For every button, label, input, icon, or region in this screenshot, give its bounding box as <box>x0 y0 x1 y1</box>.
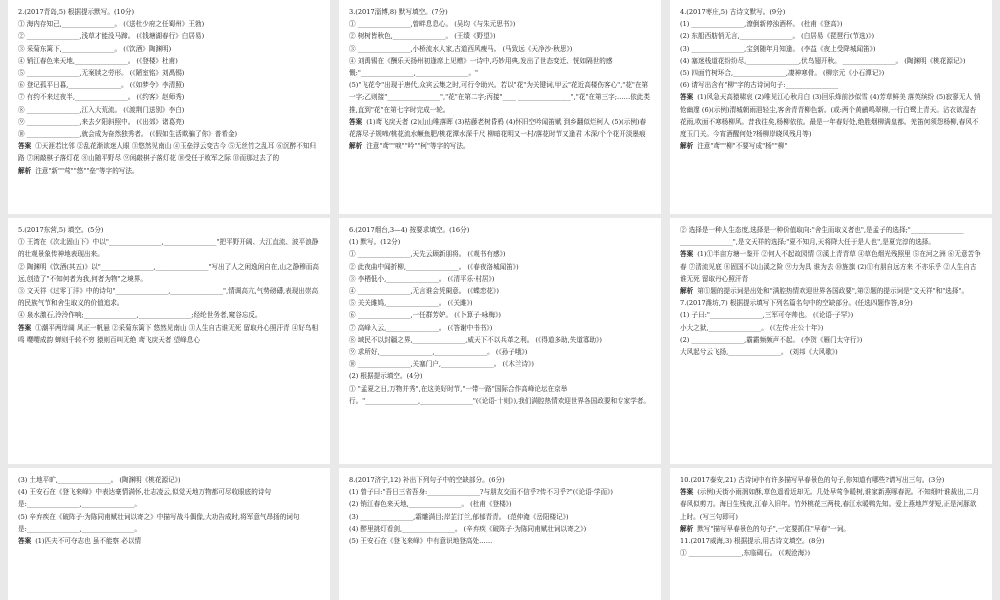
text-line <box>18 91 320 103</box>
text-line <box>18 236 320 260</box>
line-text: ① ________________,天先云顾新朋将。 (《观书有感》) <box>349 250 506 259</box>
line-text: ④ 刘禹锡在《酬乐天扬州初逢席上见赠》一诗中,巧妙用典,发出了世态变迁、恍如隔世的感慨:"________________,________________。" <box>349 56 613 78</box>
line-text: ⑤ 关关雎鸠,________________。 (《关雎》) <box>349 299 473 308</box>
line-text: (4) 王安石在《登飞来峰》中表达豪情满怀,壮志凌云,似觉天地万物都可尽收眼底的诗句是:________________,________________。 <box>18 488 272 509</box>
line-text: ⑤ ________________,无案牍之劳形。 (《陋室铭》刘禹锡) <box>18 69 185 78</box>
text-line <box>680 523 982 535</box>
text-line <box>349 140 651 152</box>
document-page <box>670 0 992 214</box>
line-text: ① 王湾在《次北固山下》中以"________________,________________"把平野开阔、大江直流、波平浪静的壮观景象传神地表现出来。 <box>18 238 319 259</box>
line-text: (1) 默写。(12分) <box>349 238 401 247</box>
answer-label: 答案 <box>680 250 694 259</box>
line-text: ③ ________________,小桥流水人家,古道西风瘦马。 (马致远《天净沙·秋思》) <box>349 44 573 53</box>
text-line <box>680 224 982 248</box>
analysis-label: 解析 <box>680 287 694 296</box>
line-text: (6) 请写出含有"柳"字的古诗词句子:________________ <box>680 81 839 90</box>
line-text: 10.(2017泰安,21) 古诗词中有许多描写早春景色的句子,你知道有哪些?请写出三句。(3分) <box>680 476 945 484</box>
line-text: (3) 土地平旷,________________。 (陶渊明《桃花源记》) <box>18 476 181 484</box>
line-text: ② 选择是一种人生态度,选择是一种价值取向:"舍生而取义者也",是孟子的选择;"________________ ________________",是文天祥的选择;"夏不知月,天将降大任于是人也",是夏完淳的选择。 <box>680 226 964 247</box>
line-text: ③ 采菊东篱下,________________。 (《饮酒》陶渊明) <box>18 44 172 53</box>
analysis-label: 解析 <box>680 524 694 533</box>
line-text: ⑩ ________________,就会成为奋然独秀者。 (《假如生活欺骗了你》普希金) <box>18 130 238 139</box>
text-line <box>349 535 651 547</box>
line-text: ① ________________,曾畔息息心。 (吴均《与朱元思书》) <box>349 20 516 29</box>
text-line <box>349 322 651 334</box>
line-text: 注意"鸢""唳""吟""柯"等字的写法。 <box>366 142 470 151</box>
line-text: ④ ________________,无言谁会凭阑意。 (《蝶恋花》) <box>349 287 499 296</box>
text-line <box>349 309 651 321</box>
line-text: 6.(2017烟台,3—4) 按要求填空。(16分) <box>349 226 470 234</box>
text-line <box>680 55 982 67</box>
text-line <box>349 523 651 535</box>
text-line <box>680 30 982 42</box>
line-text: (2) 东船西舫悄无言,________________。 (白居易《琵琶行(节选)》) <box>680 32 875 41</box>
line-text: 注意"鸢""柳"不要写成"杨""柳" <box>697 142 788 151</box>
text-line <box>18 116 320 128</box>
line-text: (4) 塞迷栈道花纷纷尽,________________,伏鸟翅开秋。 ________________。 (陶渊明《桃花源记》) <box>680 56 966 65</box>
line-text: (1) 子曰:"________________,三军可夺帅也。 (《论语·子罕》) <box>680 311 854 320</box>
text-line <box>680 140 982 152</box>
text-line <box>349 511 651 523</box>
line-text: 注意"新""莺""悠""垒"等字的写法。 <box>35 166 139 175</box>
text-line <box>18 79 320 91</box>
text-line <box>18 104 320 116</box>
text-line <box>349 486 651 498</box>
line-text: (2) 销江春色来天地,________________。 (杜甫《登楼》) <box>349 500 512 509</box>
text-line <box>680 6 982 18</box>
text-line <box>680 248 982 285</box>
document-page <box>8 218 330 464</box>
line-text: ② 此夜曲中闻折柳,________________。 (《春夜洛城闻笛》) <box>349 262 519 271</box>
text-line <box>18 140 320 164</box>
document-page <box>8 0 330 214</box>
text-line <box>680 18 982 30</box>
line-text: 8.(2017济宁,12) 补出下列句子中的空缺部分。(6分) <box>349 476 505 484</box>
line-text: (3) ________________,霜雕满目;岸芷汀兰,郁郁青青。 (范仲淹《岳阳楼记》) <box>349 512 569 521</box>
line-text: ⑥ 登记孤平日暮,________________。 (《如梦令》李清照) <box>18 81 185 90</box>
document-page <box>670 218 992 464</box>
text-line <box>349 474 651 486</box>
line-text: (5) 四面竹树环合,________________,凄神寒骨。 (柳宗元《小石潭记》) <box>680 69 885 78</box>
line-text: ③ 李栖低小,________________。 (《清平乐·村居》) <box>349 274 495 283</box>
line-text: (5)"飞花令"出现于唐代,众宾云集之时,可行令助兴。若以"花"为关键词,甲云"花近高楼伤客心","花"在第一字;乙则接"________________","花"在第二字;丙接"____ ________________","花"在第三字;……依此类推,直到"花"在第七字时完成一轮。 <box>349 81 650 114</box>
text-line <box>349 248 651 260</box>
line-text: ④ 销江春色来天地,________________。 (《登楼》杜甫) <box>18 56 178 65</box>
line-text: (5) 辛弃疾在《破阵子·为陈同甫赋壮词以寄之》中描写战斗偶像,大功告成时,将军意气昂扬的词句是:________________,________________。 <box>18 512 300 533</box>
text-line <box>18 18 320 30</box>
line-text: ③ 文天祥《过零丁洋》中的诗句"________________,________________",情调高亢,气势磅礴,表现出崇高的民族气节和舍生取义的价值追求。 <box>18 287 319 308</box>
text-line <box>349 297 651 309</box>
line-text: ④ 泉水激石,泠泠作响;________________,________________;经纶世务者,窥谷忘反。 <box>18 311 262 320</box>
answer-label: 答案 <box>18 537 32 546</box>
line-text: 3.(2017淄博,8) 默写填空。(7分) <box>349 8 448 16</box>
line-text: 第①题的提示词是出处和"满腔热情欢迎世界各国政要",第②题的提示词是"文天祥"和"选择"。 <box>697 287 969 296</box>
line-text: (2) ________________,霸霸频频声不起。 (李贺《雁门太守行》) <box>680 335 863 344</box>
line-text: (示例)天街小雨润如酥,草色遥看近却无。几处早莺争暖树,谁家新燕啄春泥。不知细叶谁裁出,二月春风似剪刀。海日生残夜,江春入旧年。竹外桃花三两枝,春江水暖鸭先知。爱上燕地芦芽短,正是河豚欲上时。(写三句即可) <box>680 488 979 521</box>
document-page <box>339 0 661 214</box>
text-line <box>18 261 320 285</box>
text-line <box>349 498 651 510</box>
line-text: 默写"描写早春景色的句子",一定要抓住"早春"一词。 <box>697 524 850 533</box>
text-line <box>18 309 320 321</box>
line-text: ⑧ 域民不以封疆之界,________________,威天下不以兵革之利。 (《得道多助,失道寡助》) <box>349 335 602 344</box>
document-page <box>339 218 661 464</box>
line-text: (1) ________________,潦倒新停浊酒杯。 (杜甫《登高》) <box>680 20 843 29</box>
line-text: ①潮平两岸阔 风正一帆悬 ②采菊东篱下 悠然见南山 ③人生自古谁无死 留取丹心照汗青 ④好鸟相鸣 嘤嘤成韵 蝉则千转不穷 猿则百叫无绝 鸢飞戾天者 望峰息心 <box>18 323 319 344</box>
document-page <box>670 468 992 600</box>
text-line <box>349 383 651 407</box>
text-line <box>349 116 651 140</box>
text-line <box>18 322 320 346</box>
analysis-label: 解析 <box>680 142 694 151</box>
line-text: (1)①半亩方塘一鉴开 ②何人不起故园情 ③溪上青青草 ④草色烟光残照里 ⑤在河之洲 ⑥无意苦争春 ⑦清流见底 ⑧固国不以山溪之险 ⑨力为具 谁为去 ⑩旌旗 (2)①有朋自远方来 不亦乐乎 ②人生自古谁无死 留取丹心照汗青 <box>680 250 981 283</box>
analysis-label: 解析 <box>18 166 32 175</box>
text-line <box>680 297 982 309</box>
text-line <box>680 79 982 91</box>
line-text: (1)匹夫不可夺志也 虽不能察 必以情 <box>35 537 142 546</box>
text-line <box>349 43 651 55</box>
line-text: ⑨ 求所好,________________,________________。 (《孙子哦》) <box>349 348 528 357</box>
text-line <box>18 285 320 309</box>
line-text: ② 陶渊明《饮酒(其五)》以"________________,________________"写出了人之闲逸闲自在,山之静穆而高远,创造了"不知何者为我,何者为物"之境界。 <box>18 262 320 283</box>
line-text: ① 海内存知己,________________。 (《送杜少府之任蜀州》王勃) <box>18 20 205 29</box>
answer-label: 答案 <box>18 323 32 332</box>
line-text: ①天涯若比邻 ②乱花渐欲迷人眼 ③悠然见南山 ④玉垒浮云变古今 ⑤无丝竹之乱耳 ⑥沉醉不知归路 ⑦闲敲棋子落灯花 ⑧山随平野尽 ⑨闲敲棋子落灯花 ⑩受任于败军之际 ⑪而那过去了的 <box>18 142 317 163</box>
line-text: ① ________________,东临碣石。 (《观沧海》) <box>680 549 811 558</box>
text-line <box>680 547 982 559</box>
text-line <box>349 334 651 346</box>
analysis-label: 解析 <box>349 142 363 151</box>
text-line <box>18 67 320 79</box>
text-line <box>680 43 982 55</box>
line-text: (3) ________________,宝剑随年月知逢。 (李益《夜上受降城闻笛》) <box>680 44 876 53</box>
text-line <box>18 43 320 55</box>
text-line <box>349 55 651 79</box>
line-text: (5) 王安石在《登飞来峰》中有意识地登高处…… <box>349 537 493 546</box>
text-line <box>18 55 320 67</box>
text-line <box>18 486 320 510</box>
text-line <box>680 322 982 334</box>
line-text: (1)风急天高猿啸哀 (2)唯见江心秋月白 (3)回乐烽前沙似雪 (4)芳草鲜美 落英缤纷 (5)寂寥无人 悄怆幽邃 (6)(示例)渭城朝雨浥轻尘,客舍青青柳色新。(或:两个黄鹂鸣翠柳,一行白鹭上青天。沾衣欲湿杏花雨,吹面不寒杨柳风。昔我往矣,杨柳依依。最是一年春好处,绝胜烟柳满皇都。羌笛何须怨杨柳,春风不度玉门关。今宵酒醒何处?杨柳岸晓风残月等) <box>680 93 981 139</box>
line-text: ② ________________,浅草才能没马蹄。 (《钱塘湖春行》白居易) <box>18 32 205 41</box>
line-text: (2) 根据提示填空。(4分) <box>349 372 423 381</box>
text-line <box>18 6 320 18</box>
text-line <box>680 309 982 321</box>
document-page <box>339 468 661 600</box>
answer-label: 答案 <box>680 93 694 102</box>
text-line <box>349 224 651 236</box>
line-text: ⑥ ________________,一任群芳妒。 (《卜算子·咏梅》) <box>349 311 501 320</box>
text-line <box>349 30 651 42</box>
line-text: 11.(2017威海,3) 根据提示,用古诗文填空。(8分) <box>680 537 825 546</box>
line-text: (1) 曾子曰:"吾日三省吾身:________________?与朋友交而不信乎?传不习乎?"(《论语·学而》) <box>349 488 613 497</box>
text-line <box>349 285 651 297</box>
text-line <box>680 67 982 79</box>
text-line <box>680 285 982 297</box>
line-text: ⑧ ________________,江入大荒流。 (《渡荆门送别》李白) <box>18 105 185 114</box>
line-text: ⑨ ________________,来去夕阳斜照中。 (《出郊》诸葛亮) <box>18 117 185 126</box>
line-text: (1)鸢飞戾天者 (2)山山唯落晖 (3)枯藤老树昏鸦 (4)怀旧空吟闻笛赋 到乡翻似烂柯人 (5)(示例)春花落尽子规啼/桃花流水鳜鱼肥/桃花潭水深千尺 柳暗花明又一村/落花时节又逢君 木深/个个花开淡墨痕 <box>349 117 647 139</box>
line-text: ② 树树皆秋色,________________。 (王绩《野望》) <box>349 32 496 41</box>
line-text: ⑦ 高峰入云,________________。 (《答谢中书书》) <box>349 323 493 332</box>
text-line <box>680 474 982 486</box>
text-line <box>18 224 320 236</box>
text-line <box>680 91 982 140</box>
document-page <box>8 468 330 600</box>
text-line <box>18 30 320 42</box>
line-text: 大风起兮云飞扬,________________。 (刘邦《大风歌》) <box>680 348 838 357</box>
line-text: 小大之狱,________________。 (《左传·庄公十年》) <box>680 323 824 332</box>
text-line <box>18 511 320 535</box>
line-text: 2.(2017青岛,5) 根据提示默写。(10分) <box>18 8 135 16</box>
text-line <box>18 535 320 547</box>
text-line <box>349 346 651 358</box>
answer-label: 答案 <box>680 488 694 497</box>
answer-label: 答案 <box>18 142 32 151</box>
line-text: ⑩ ________________,关塞门户,________________。 (《木兰诗》) <box>349 360 534 369</box>
text-line <box>680 535 982 547</box>
line-text: ① "孟夏之日,万物并秀",在这美好时节,"一带一路"国际合作高峰论坛在京举行。"________________,________________"(《论语·十则》),我们满腔热情欢迎世界各国政要和专家学者。 <box>349 384 651 405</box>
text-line <box>349 358 651 370</box>
line-text: 5.(2017东营,5) 填空。(5分) <box>18 226 104 234</box>
text-line <box>18 165 320 177</box>
text-line <box>680 486 982 523</box>
text-line <box>18 128 320 140</box>
line-text: 7.(2017潍坊,7) 根据提示填写下列名篇名句中的空缺部分。(任选四题作答,8分) <box>680 299 913 308</box>
text-line <box>680 346 982 358</box>
line-text: (4) 醉里挑灯看剑,________________。 (辛弃疾《破阵子·为陈同甫赋壮词以寄之》) <box>349 524 587 533</box>
text-line <box>349 79 651 116</box>
text-line <box>349 370 651 382</box>
text-line <box>349 6 651 18</box>
text-line <box>680 334 982 346</box>
text-line <box>18 474 320 486</box>
text-line <box>349 273 651 285</box>
line-text: ⑦ 有约不来过夜半,________________。 (《约客》赵师秀) <box>18 93 185 102</box>
text-line <box>349 236 651 248</box>
text-line <box>349 261 651 273</box>
answer-label: 答案 <box>349 117 363 126</box>
text-line <box>349 18 651 30</box>
line-text: 4.(2017枣庄,5) 古诗文默写。(9分) <box>680 8 786 16</box>
